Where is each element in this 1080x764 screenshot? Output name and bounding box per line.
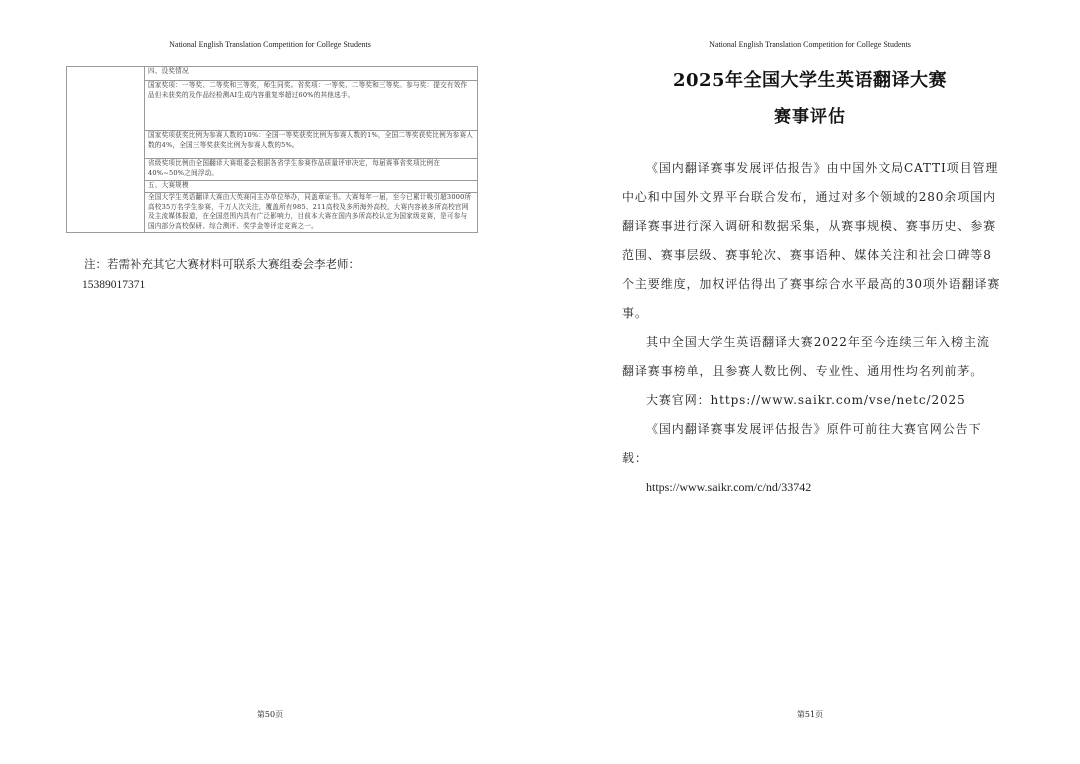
table-cell-text: 省级奖项比例由全国翻译大赛组委会根据各省学生参赛作品质量评审决定，每届赛事省奖项比例在40%~50%之间浮动。 [148,159,441,177]
contact-note-text: 注：若需补充其它大赛材料可联系大赛组委会李老师： [84,257,360,271]
table-row-scale-detail [145,193,477,234]
paragraph-ranking: 其中全国大学生英语翻译大赛2022年至今连续三年入榜主流翻译赛事榜单，且参赛人数比例、专业性、通用性均名列前茅。 [622,335,990,378]
contact-phone: 15389017371 [82,279,146,291]
table-row-scale-heading [145,181,477,193]
table-row-national-ratio [145,131,477,159]
website-line[interactable]: 大赛官网：https://www.saikr.com/vse/netc/2025 [646,393,966,407]
running-header-right: National English Translation Competition for College Students [709,40,911,49]
table-row-award-heading [145,67,477,81]
table-content-column [145,67,477,232]
table-cell-text: 国家奖项：一等奖、二等奖和三等奖，师生同奖。省奖项：一等奖、二等奖和三等奖。参与奖：提交有效作品但未获奖的及作品经检测AI生成内容重复率超过60%的其他选手。 [148,81,468,99]
table-row-award-types [145,81,477,131]
table-label-column [67,67,145,232]
table-row-provincial-ratio [145,159,477,181]
table-cell-text: 五、大赛规模 [148,181,189,189]
page-number-left: 第50页 [256,710,284,719]
evaluation-body [622,154,1002,502]
award-scale-table [66,66,478,233]
page-number-right: 第51页 [796,710,824,719]
table-cell-text: 全国大学生英语翻译大赛由大英赛同主办单位举办，同盖章证书。大赛每年一届，至今已累计吸引超3000所高校35万名学生参赛，千万人次关注，覆盖所有985、211高校及多所海外高校，大赛内容被多所高校官网及主流媒体报道，在全国范围内具有广泛影响力，目前本大赛在国内多所高校认定为国家级竞赛，是可参与国内部分高校保研、综合测评、奖学金等评定竞赛之一。 [148,193,472,230]
paragraph-report: 《国内翻译赛事发展评估报告》由中国外文局CATTI项目管理中心和中国外文界平台联合发布，通过对多个领域的280余项国内翻译赛事进行深入调研和数据采集，从赛事规模、赛事历史、参赛范围、赛事层级、赛事轮次、赛事语种、媒体关注和社会口碑等8个主要维度，加权评估得出了赛事综合水平最高的30项外语翻译赛事。 [622,161,1001,320]
page-subtitle: 赛事评估 [774,107,846,127]
contact-note [84,254,504,296]
running-header-left: National English Translation Competition for College Students [169,40,371,49]
report-download-line: 《国内翻译赛事发展评估报告》原件可前往大赛官网公告下载： [622,422,982,465]
table-cell-text: 四、设奖情况 [148,67,189,75]
page-title: 2025年全国大学生英语翻译大赛 [672,70,948,91]
report-url-link[interactable]: https://www.saikr.com/c/nd/33742 [646,480,812,494]
table-cell-text: 国家奖项获奖比例为参赛人数的10%：全国一等奖获奖比例为参赛人数的1%，全国二等奖获奖比例为参赛人数的4%，全国三等奖获奖比例为参赛人数的5%。 [148,131,474,149]
